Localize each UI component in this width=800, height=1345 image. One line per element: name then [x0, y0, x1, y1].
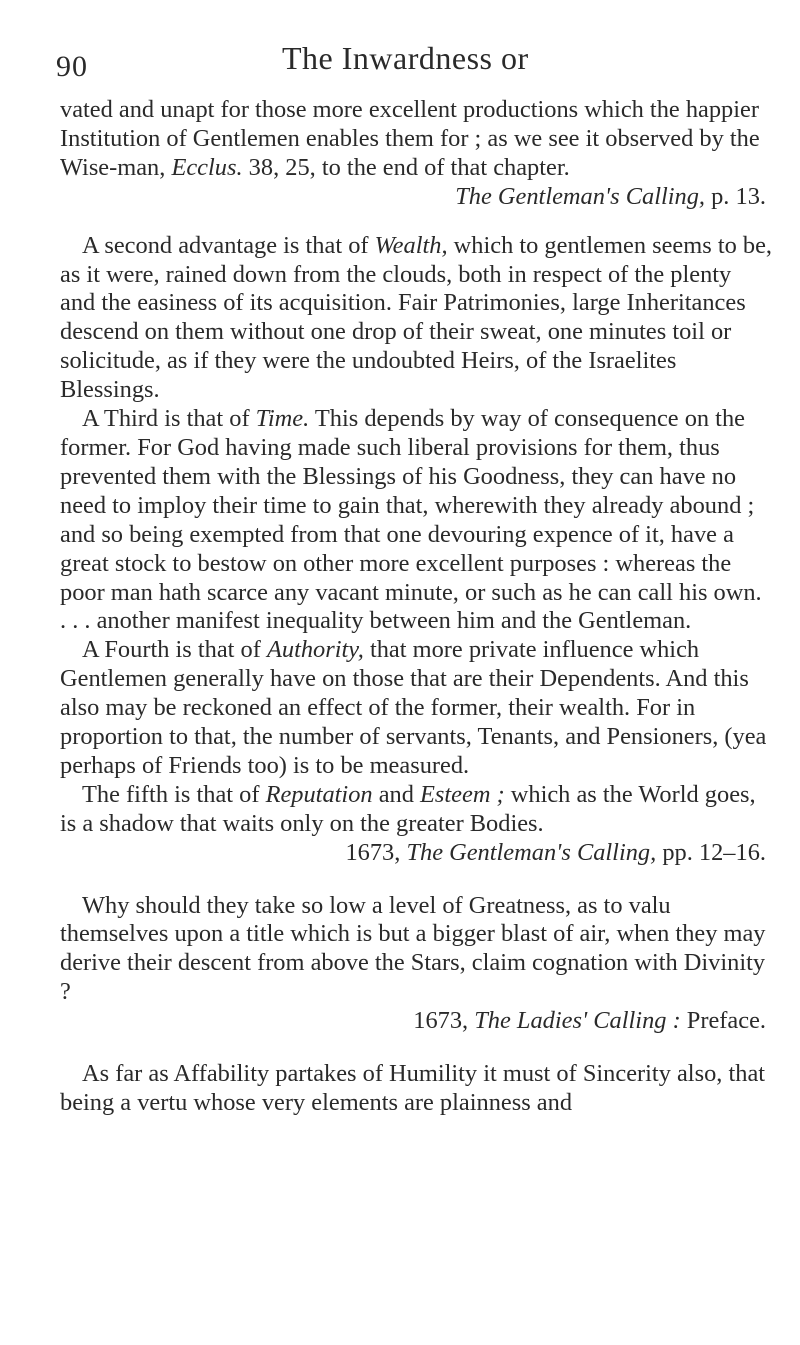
paragraph: As far as Affability partakes of Humility it must of Sincerity also, that being a vertu whose very elements are plainness and [60, 1060, 766, 1116]
paragraph: vated and unapt for those more excellent productions which the happier Institution of Gentlemen enables them for ; as we see it observed by the Wise-man, Ecclus. 38, 25, to the end of that chapter. [60, 96, 760, 181]
paragraph: A Fourth is that of Authority, that more private influence which Gentlemen generally have on those that are their Dependents. And this also may be reckoned an effect of the former, their wealth. For in proportion to that, the number of servants, Tenants, and Pensioners, (yea perhaps of Friends too) is to be measured. [60, 636, 767, 779]
paragraph: The fifth is that of Reputation and Esteem ; which as the World goes, is a shadow that waits only on the greater Bodies. [60, 780, 756, 837]
page-body [60, 96, 772, 1118]
citation: 1673, The Ladies' Calling : Preface. [413, 1007, 766, 1035]
citation: The Gentleman's Calling, p. 13. [455, 182, 766, 210]
running-title: The Inwardness or [282, 40, 529, 76]
paragraph: Why should they take so low a level of Greatness, as to valu themselves upon a title which is but a bigger blast of air, when they may derive their descent from above the Stars, claim cognation with Divinity ? [60, 891, 766, 1006]
paragraph: A Third is that of Time. This depends by way of consequence on the former. For God having made such liberal provisions for them, thus prevented them with the Blessings of his Goodness, they can have no need to imploy their time to gain that, wherewith they already abound ; and so being exempted from that one devouring expence of it, have a great stock to bestow on other more excellent purposes : whereas the poor man hath scarce any vacant minute, or such as he can call his own. . . . another manifest inequality between him and the Gentleman. [60, 405, 762, 635]
citation: 1673, The Gentleman's Calling, pp. 12–16. [345, 838, 766, 866]
paragraph: A second advantage is that of Wealth, which to gentlemen seems to be, as it were, rained down from the clouds, both in respect of the plenty and the easiness of its acquisition. Fair Patrimonies, large Inheritances descend on them without one drop of their sweat, one minutes toil or solicitude, as if they were the undoubted Heirs, of the Israelites Blessings. [60, 231, 773, 404]
page-number: 90 [56, 50, 88, 83]
